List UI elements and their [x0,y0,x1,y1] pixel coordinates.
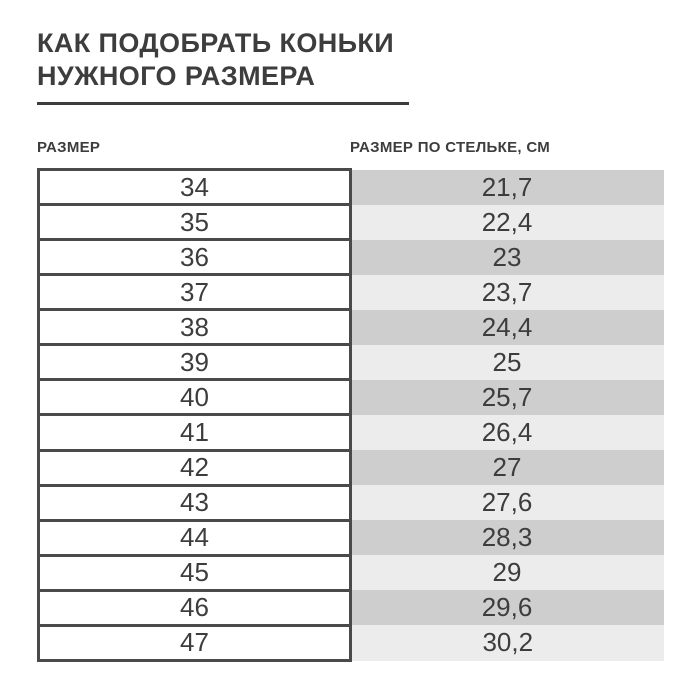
cell-insole: 22,4 [351,205,664,240]
table-row [39,415,664,450]
cell-insole: 30,2 [351,625,664,660]
cell-size: 45 [39,555,351,590]
table-row [39,170,664,205]
cell-size: 37 [39,275,351,310]
page-title-line2: НУЖНОГО РАЗМЕРА [37,61,316,91]
page-title [37,27,394,93]
cell-size: 35 [39,205,351,240]
cell-size: 34 [39,170,351,205]
cell-insole: 21,7 [351,170,664,205]
cell-size: 41 [39,415,351,450]
cell-size: 38 [39,310,351,345]
table-row [39,275,664,310]
table-column-headers [37,139,662,156]
cell-insole: 29 [351,555,664,590]
page-title-line1: КАК ПОДОБРАТЬ КОНЬКИ [37,28,395,58]
cell-insole: 25 [351,345,664,380]
size-table-body [39,170,664,661]
column-header-size: РАЗМЕР [37,139,101,156]
cell-insole: 23,7 [351,275,664,310]
table-row [39,240,664,275]
table-row [39,590,664,625]
table-row [39,345,664,380]
cell-insole: 27,6 [351,485,664,520]
cell-insole: 24,4 [351,310,664,345]
cell-size: 44 [39,520,351,555]
table-row [39,310,664,345]
cell-insole: 26,4 [351,415,664,450]
table-row [39,520,664,555]
table-row [39,380,664,415]
cell-size: 39 [39,345,351,380]
column-header-insole: РАЗМЕР ПО СТЕЛЬКЕ, СМ [350,139,551,156]
title-underline [37,102,409,105]
cell-size: 43 [39,485,351,520]
cell-insole: 25,7 [351,380,664,415]
table-row [39,625,664,660]
table-row [39,450,664,485]
cell-insole: 27 [351,450,664,485]
cell-size: 47 [39,625,351,660]
table-row [39,555,664,590]
size-table [37,168,665,662]
cell-insole: 23 [351,240,664,275]
table-row [39,205,664,240]
cell-size: 42 [39,450,351,485]
cell-insole: 28,3 [351,520,664,555]
cell-size: 46 [39,590,351,625]
cell-size: 40 [39,380,351,415]
table-row [39,485,664,520]
cell-size: 36 [39,240,351,275]
cell-insole: 29,6 [351,590,664,625]
